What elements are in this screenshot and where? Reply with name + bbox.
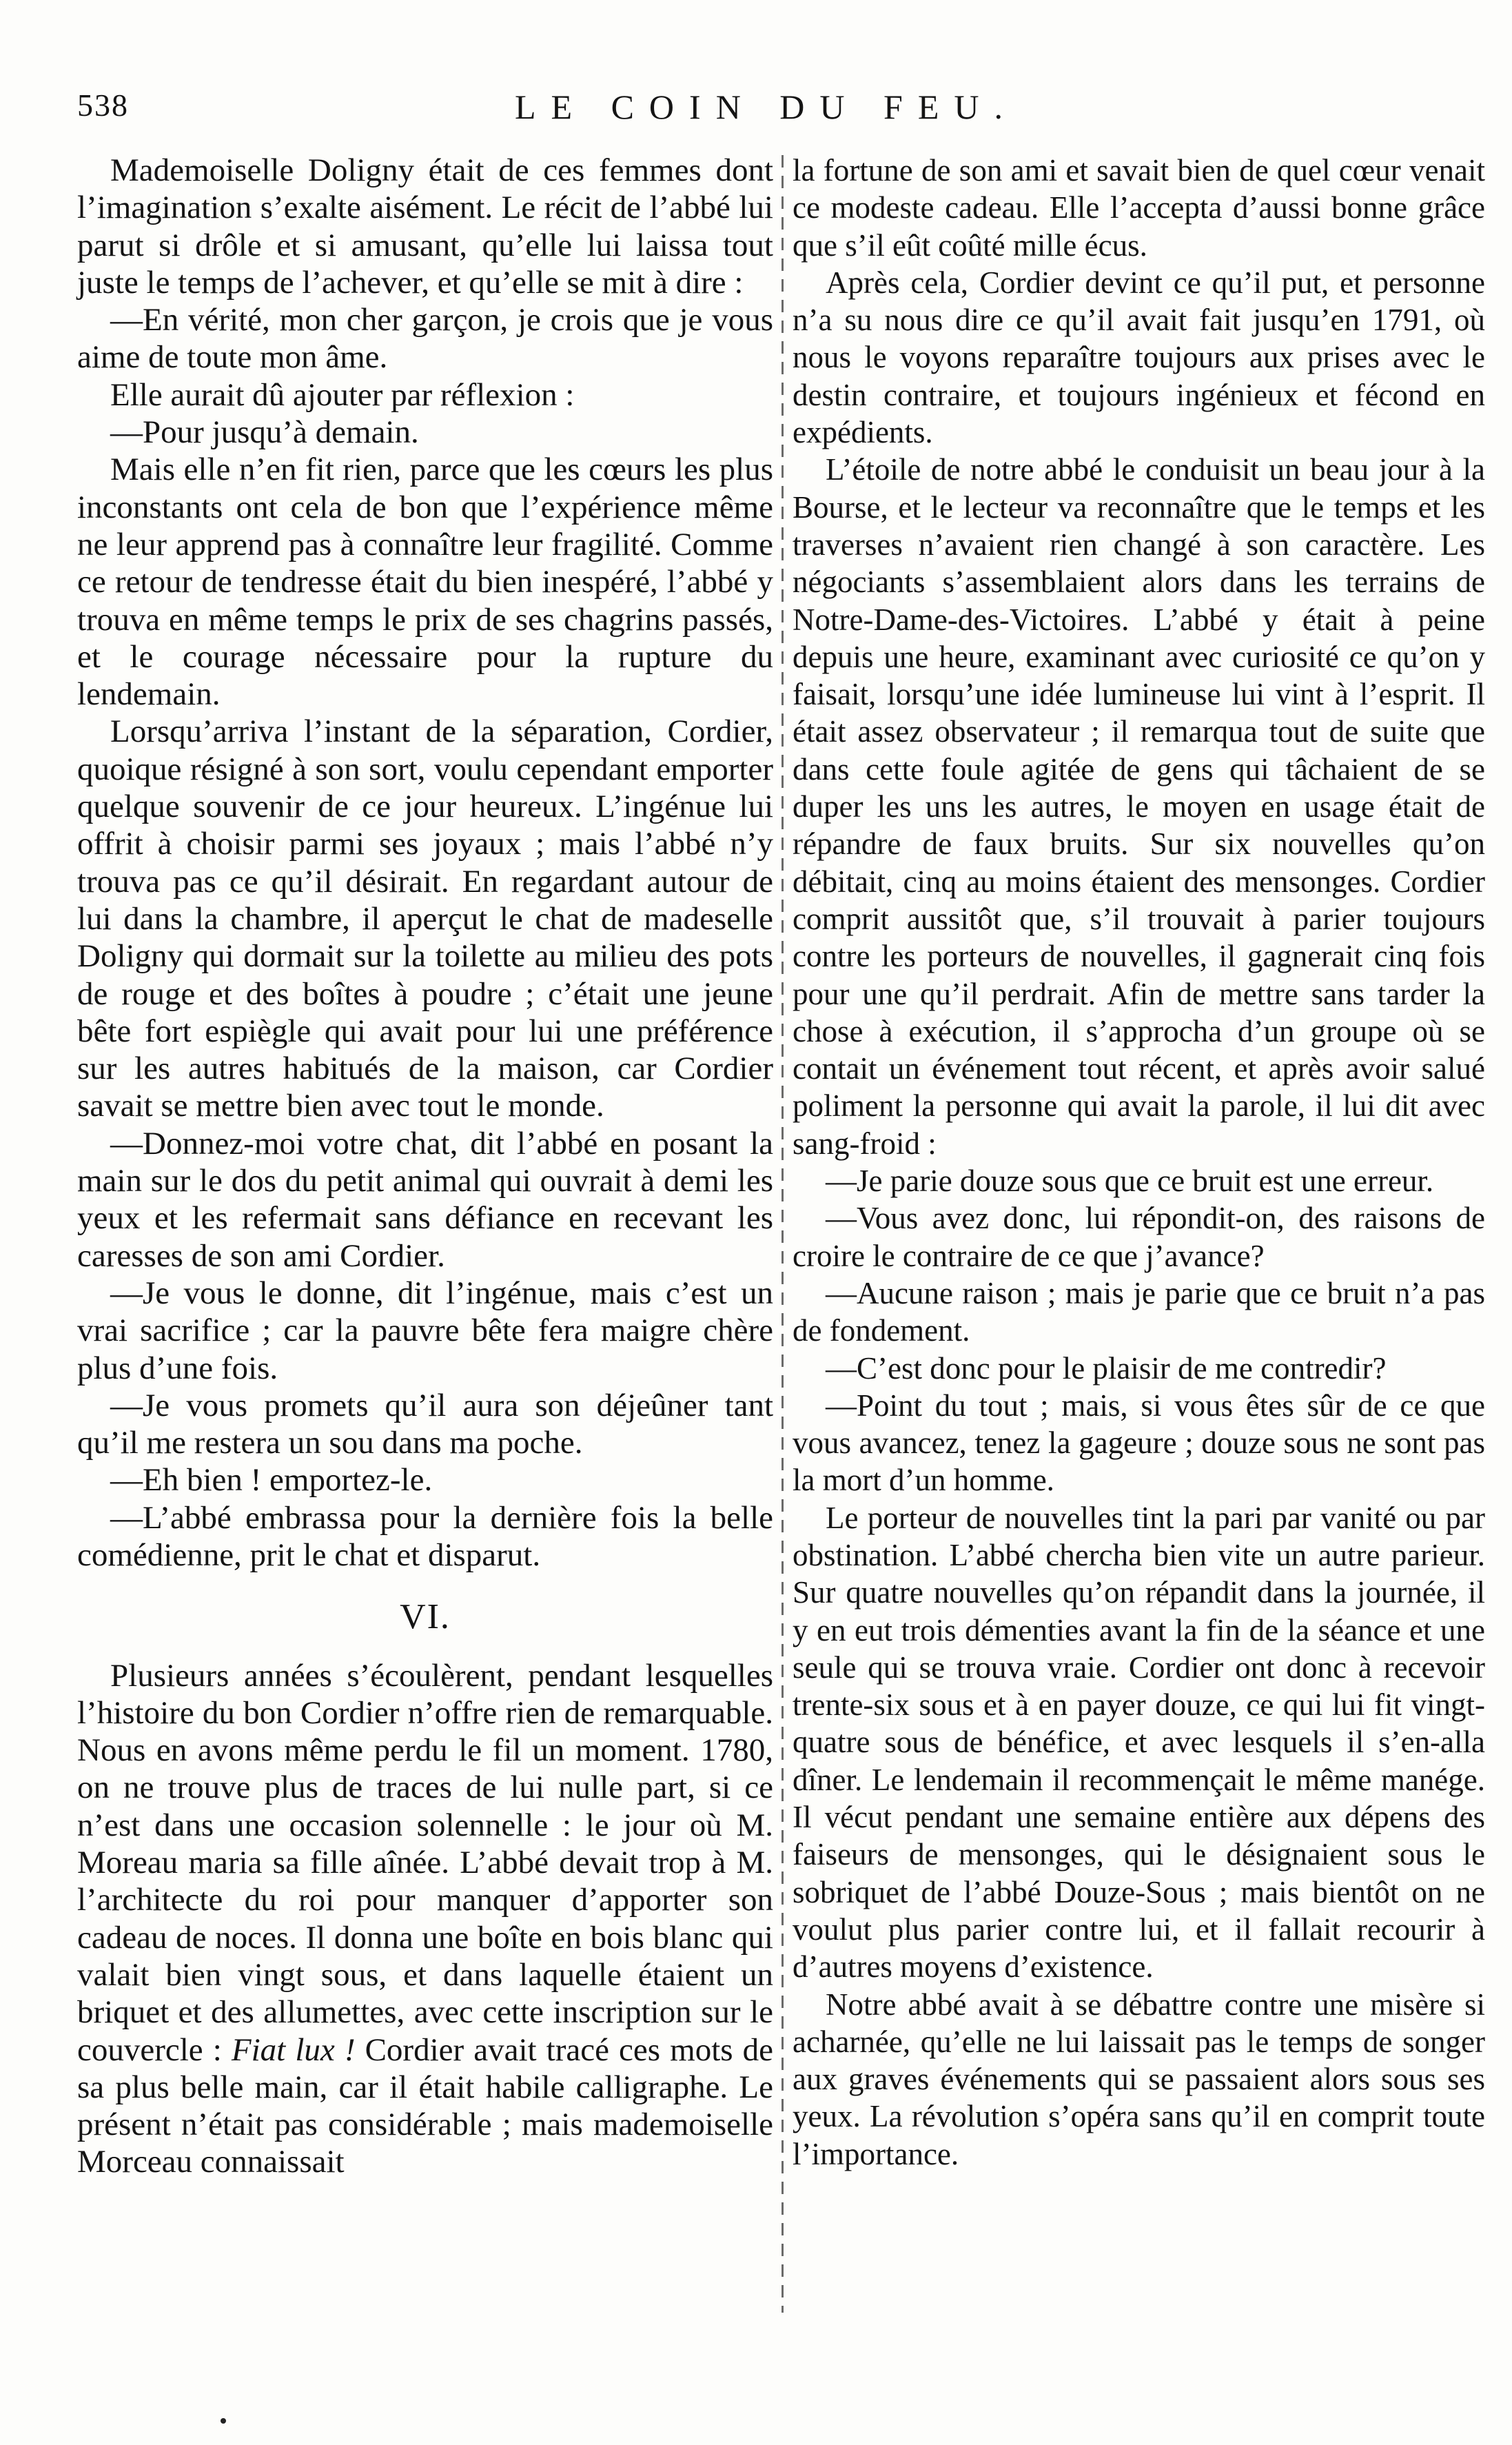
dialogue-line: —Je vous promets qu’il aura son déjeûner tant qu’il me restera un sou dans ma poche.	[77, 1387, 773, 1461]
paragraph: Le porteur de nouvelles tint la pari par vanité ou par obstination. L’abbé chercha bien vite un autre parieur. Sur quatre nouvelles qu’on répandit dans la journée, il y en eut trois démenties avant la fin de la séance et une seule qui se trouva vraie. Cordier ont donc à recevoir trente-six sous et à en payer douze, ce qui lui fit vingt-quatre sous de bénéfice, et avec lesquels il s’en-alla dîner. Le lendemain il recommençait le même manége. Il vécut pendant une semaine entière aux dépens des faiseurs de mensonges, qui le désignaient sous le sobriquet de l’abbé Douze-Sous ; mais bientôt on ne voulut plus parier contre lui, et il fallait recourir à d’autres moyens d’existence.	[793, 1500, 1485, 1985]
running-title: LE COIN DU FEU.	[515, 88, 1018, 126]
dialogue-line: —Pour jusqu’à demain.	[110, 414, 419, 451]
ink-speck	[221, 2418, 226, 2424]
dialogue-line: —Vous avez donc, lui répondit-on, des raisons de croire le contraire de ce que j’avance?	[793, 1201, 1485, 1273]
paragraph	[77, 1657, 773, 2181]
paragraph: Après cela, Cordier devint ce qu’il put, et personne n’a su nous dire ce qu’il avait fait jusqu’en 1791, où nous le voyons reparaître toujours aux prises avec le destin contraire, et toujours ingénieux et fécond en expédients.	[793, 265, 1485, 450]
paragraph: Elle aurait dû ajouter par réflexion :	[110, 376, 575, 413]
dialogue-line: —Je parie douze sous que ce bruit est une erreur.	[826, 1164, 1434, 1199]
paragraph-text: Plusieurs années s’écoulèrent, pendant lesquelles l’histoire du bon Cordier n’offre rien de remarquable. Nous en avons même perdu le fil un moment. 1780, on ne trouve plus de traces de lui nulle part, si ce n’est dans une occasion solennelle : le jour où M. Moreau maria sa fille aînée. L’abbé devait trop à M. l’architecte du roi pour manquer d’apporter son cadeau de noces. Il donna une boîte en bois blanc qui valait bien vingt sous, et dans laquelle étaient un briquet et des allumettes, avec cette inscription sur le couvercle :	[77, 1657, 773, 2068]
dialogue-line: —Je vous le donne, dit l’ingénue, mais c’est un vrai sacrifice ; car la pauvre bête fera maigre chère plus d’une fois.	[77, 1275, 773, 1386]
right-column	[793, 152, 1485, 2173]
paragraph: Notre abbé avait à se débattre contre une misère si acharnée, qu’elle ne lui laissait pas le temps de songer aux graves événements qui se passaient alors sous ses yeux. La révolution s’opéra sans qu’il en comprit toute l’importance.	[793, 1987, 1485, 2171]
dialogue-line: —En vérité, mon cher garçon, je crois que je vous aime de toute mon âme.	[77, 302, 773, 376]
paragraph-text: Cordier avait tracé ces mots de sa plus belle main, car il était habile calligraphe. Le présent n’était pas considérable ; mais mademoiselle Morceau connaissait	[77, 2031, 774, 2180]
section-heading: VI.	[400, 1597, 451, 1637]
dialogue-line: —L’abbé embrassa pour la dernière fois la belle comédienne, prit le chat et disparut.	[77, 1499, 773, 1573]
italic-inscription: Fiat lux !	[231, 2031, 356, 2068]
paragraph: la fortune de son ami et savait bien de quel cœur venait ce modeste cadeau. Elle l’accepta d’aussi bonne grâce que s’il eût coûté mille écus.	[793, 153, 1485, 263]
paragraph: Lorsqu’arriva l’instant de la séparation, Cordier, quoique résigné à son sort, voulu cependant emporter quelque souvenir de ce jour heureux. L’ingénue lui offrit à choisir parmi ses joyaux ; mais l’abbé n’y trouva pas ce qu’il désirait. En regardant autour de lui dans la chambre, il aperçut le chat de madeselle Doligny qui dormait sur la toilette au milieu des pots de rouge et des boîtes à poudre ; c’était une jeune bête fort espiègle qui avait pour lui une préférence sur les autres habitués de la maison, car Cordier savait se mettre bien avec tout le monde.	[77, 713, 773, 1124]
dialogue-line: —Aucune raison ; mais je parie que ce bruit n’a pas de fondement.	[793, 1275, 1485, 1348]
column-divider	[781, 155, 784, 2313]
dialogue-line: —Point du tout ; mais, si vous êtes sûr de ce que vous avancez, tenez la gageure ; douze sous ne sont pas la mort d’un homme.	[793, 1388, 1485, 1498]
dialogue-line: —Eh bien ! emportez-le.	[110, 1462, 433, 1499]
dialogue-line: —C’est donc pour le plaisir de me contredir?	[826, 1350, 1387, 1386]
paragraph: Mademoiselle Doligny était de ces femmes dont l’imagination s’exalte aisément. Le récit de l’abbé lui parut si drôle et si amusant, qu’elle lui laissa tout juste le temps de l’achever, et qu’elle se mit à dire :	[77, 152, 773, 301]
running-header	[77, 87, 1455, 135]
paragraph: Mais elle n’en fit rien, parce que les cœurs les plus inconstants ont cela de bon que l’expérience même ne leur apprend pas à connaître leur fragilité. Comme ce retour de tendresse était du bien inespéré, l’abbé y trouva en même temps le prix de ses chagrins passés, et le courage nécessaire pour la rupture du lendemain.	[77, 452, 773, 713]
dialogue-line: —Donnez-moi votre chat, dit l’abbé en posant la main sur le dos du petit animal qui ouvrait à demi les yeux et les refermait sans défiance en recevant les caresses de son ami Cordier.	[77, 1125, 773, 1274]
paragraph: L’étoile de notre abbé le conduisit un beau jour à la Bourse, et le lecteur va reconnaître que le temps et les traverses n’avaient rien changé à son caractère. Les négociants s’assemblaient alors dans les terrains de Notre-Dame-des-Victoires. L’abbé y était à peine depuis une heure, examinant avec curiosité ce qu’on y faisait, lorsqu’une idée lumineuse lui vint à l’esprit. Il était assez observateur ; il remarqua tout de suite que dans cette foule agitée de gens qui tâchaient de se duper les uns les autres, le moyen en usage était de répandre de faux bruits. Sur six nouvelles qu’on débitait, cinq au moins étaient des mensonges. Cordier comprit aussitôt que, s’il trouvait à parier toujours contre les porteurs de nouvelles, il gagnerait cinq fois pour une qu’il perdrait. Afin de mettre sans tarder la chose à exécution, il s’approcha d’un groupe où se contait un événement tout récent, et après avoir salué poliment la personne qui avait la parole, il lui dit avec sang-froid :	[793, 452, 1485, 1161]
left-column	[77, 152, 773, 2181]
page-number: 538	[77, 88, 129, 123]
